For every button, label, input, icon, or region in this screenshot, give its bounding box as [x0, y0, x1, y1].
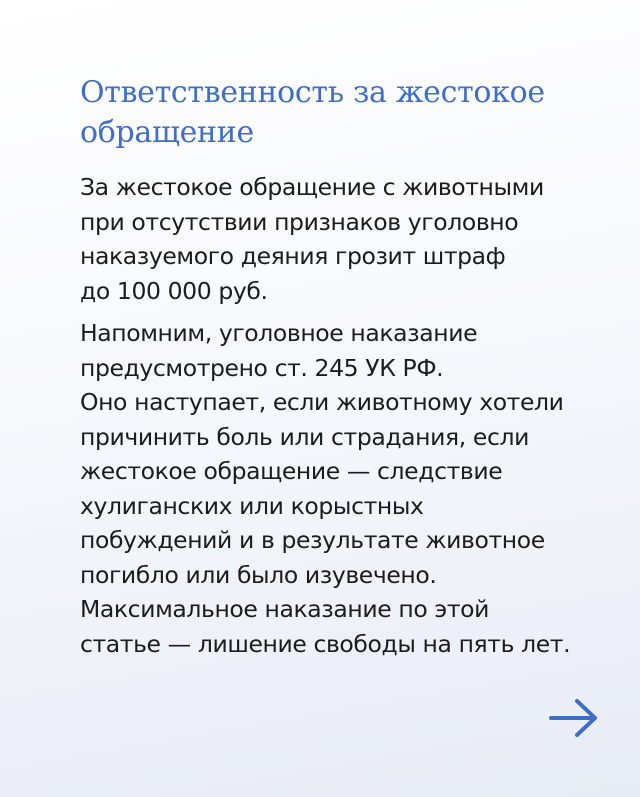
- next-slide-button[interactable]: [548, 697, 600, 739]
- slide-title: Ответственность за жестокое обращение: [80, 75, 545, 150]
- arrow-right-icon: [548, 697, 600, 739]
- paragraph-fine: За жестокое обращение с животными при отсутствии признаков уголовно наказуемого деяния грозит штраф до 100 000 руб.: [80, 173, 544, 305]
- paragraph-criminal-liability: Напомним, уголовное наказание предусмотрено ст. 245 УК РФ. Оно наступает, если животному хотели причинить боль или страдания, если жестокое обращение — следствие хулиганских или корыстных побуждений и в результате животное погибло или было изувечено. Максимальное наказание по этой статье — лишение свободы на пять лет.: [80, 319, 571, 658]
